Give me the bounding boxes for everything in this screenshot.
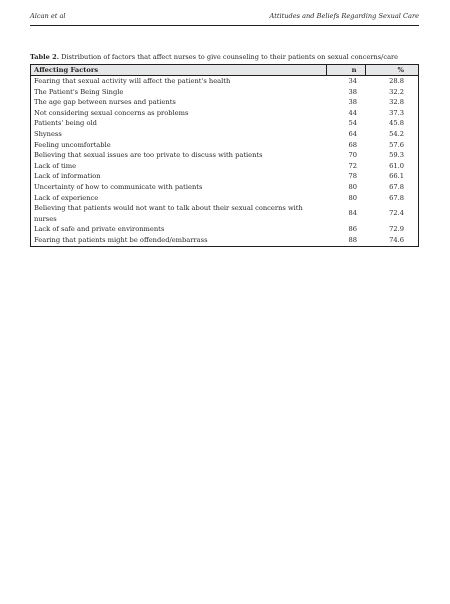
- table-row: [31, 118, 419, 129]
- table-caption: [30, 53, 419, 61]
- table-row: [31, 140, 419, 151]
- table-row: [31, 87, 419, 98]
- column-header-factor: Affecting Factors: [31, 65, 327, 76]
- cell-n: 68: [348, 140, 357, 149]
- cell-factor: Fearing that patients might be offended/embarrass: [31, 235, 327, 246]
- cell-n: 64: [348, 129, 357, 138]
- table-row: [31, 235, 419, 246]
- cell-n: 84: [348, 209, 357, 218]
- cell-percent: 54.2: [365, 129, 419, 140]
- cell-percent: 67.8: [365, 193, 419, 204]
- cell-percent: 32.2: [365, 87, 419, 98]
- cell-factor: Believing that sexual issues are too private to discuss with patients: [31, 150, 327, 161]
- cell-percent: 57.6: [365, 140, 419, 151]
- cell-percent: 66.1: [365, 171, 419, 182]
- cell-n: 80: [348, 193, 357, 202]
- cell-factor: Shyness: [31, 129, 327, 140]
- cell-n: 38: [348, 98, 357, 107]
- cell-factor: Lack of information: [31, 171, 327, 182]
- cell-n: 38: [348, 87, 357, 96]
- table-row: [31, 224, 419, 235]
- table-row: [31, 97, 419, 108]
- table-caption-label: Table 2.: [30, 53, 60, 61]
- running-header-authors: Alcan et al: [30, 12, 66, 20]
- cell-n: 70: [348, 151, 357, 160]
- cell-percent: 72.9: [365, 224, 419, 235]
- cell-n: 88: [326, 235, 365, 246]
- cell-percent: 74.6: [365, 235, 419, 246]
- cell-percent: 59.3: [365, 150, 419, 161]
- running-header: [30, 12, 419, 24]
- cell-factor: Believing that patients would not want to talk about their sexual concerns with nurses: [31, 203, 327, 224]
- cell-factor: Feeling uncomfortable: [31, 140, 327, 151]
- cell-n: 44: [348, 108, 357, 117]
- cell-factor: Not considering sexual concerns as problems: [31, 108, 327, 119]
- column-header-percent: %: [365, 65, 419, 76]
- table-row: [31, 76, 419, 87]
- table-header-row: [31, 65, 419, 76]
- table-caption-text: Distribution of factors that affect nurses to give counseling to their patients on sexual concerns/care: [59, 53, 399, 61]
- table-row: [31, 193, 419, 204]
- cell-n: 80: [348, 182, 357, 191]
- cell-n: 54: [348, 119, 357, 128]
- header-rule: [30, 25, 419, 26]
- cell-percent: 28.8: [365, 76, 419, 87]
- factors-table: [30, 64, 419, 247]
- cell-percent: 61.0: [365, 161, 419, 172]
- cell-percent: 45.8: [365, 118, 419, 129]
- cell-n: 78: [348, 172, 357, 181]
- cell-percent: 37.3: [365, 108, 419, 119]
- table-row: [31, 203, 419, 224]
- table-row: [31, 171, 419, 182]
- table-body: [31, 76, 419, 247]
- cell-factor: Lack of safe and private environments: [31, 224, 327, 235]
- table-row: [31, 108, 419, 119]
- running-header-title: Attitudes and Beliefs Regarding Sexual Care: [269, 12, 419, 20]
- cell-n: 86: [348, 225, 357, 234]
- cell-factor: Fearing that sexual activity will affect the patient's health: [31, 76, 327, 87]
- cell-percent: 32.8: [365, 97, 419, 108]
- cell-percent: 67.8: [365, 182, 419, 193]
- table-row: [31, 129, 419, 140]
- cell-percent: 72.4: [365, 203, 419, 224]
- cell-factor: The age gap between nurses and patients: [31, 97, 327, 108]
- column-header-n: n: [326, 65, 365, 76]
- cell-factor: Patients' being old: [31, 118, 327, 129]
- table-row: [31, 182, 419, 193]
- cell-n: 34: [348, 77, 357, 85]
- cell-factor: Uncertainty of how to communicate with patients: [31, 182, 327, 193]
- cell-n: 72: [348, 161, 357, 170]
- cell-factor: The Patient's Being Single: [31, 87, 327, 98]
- cell-factor: Lack of experience: [31, 193, 327, 204]
- table-row: [31, 150, 419, 161]
- table-row: [31, 161, 419, 172]
- cell-factor: Lack of time: [31, 161, 327, 172]
